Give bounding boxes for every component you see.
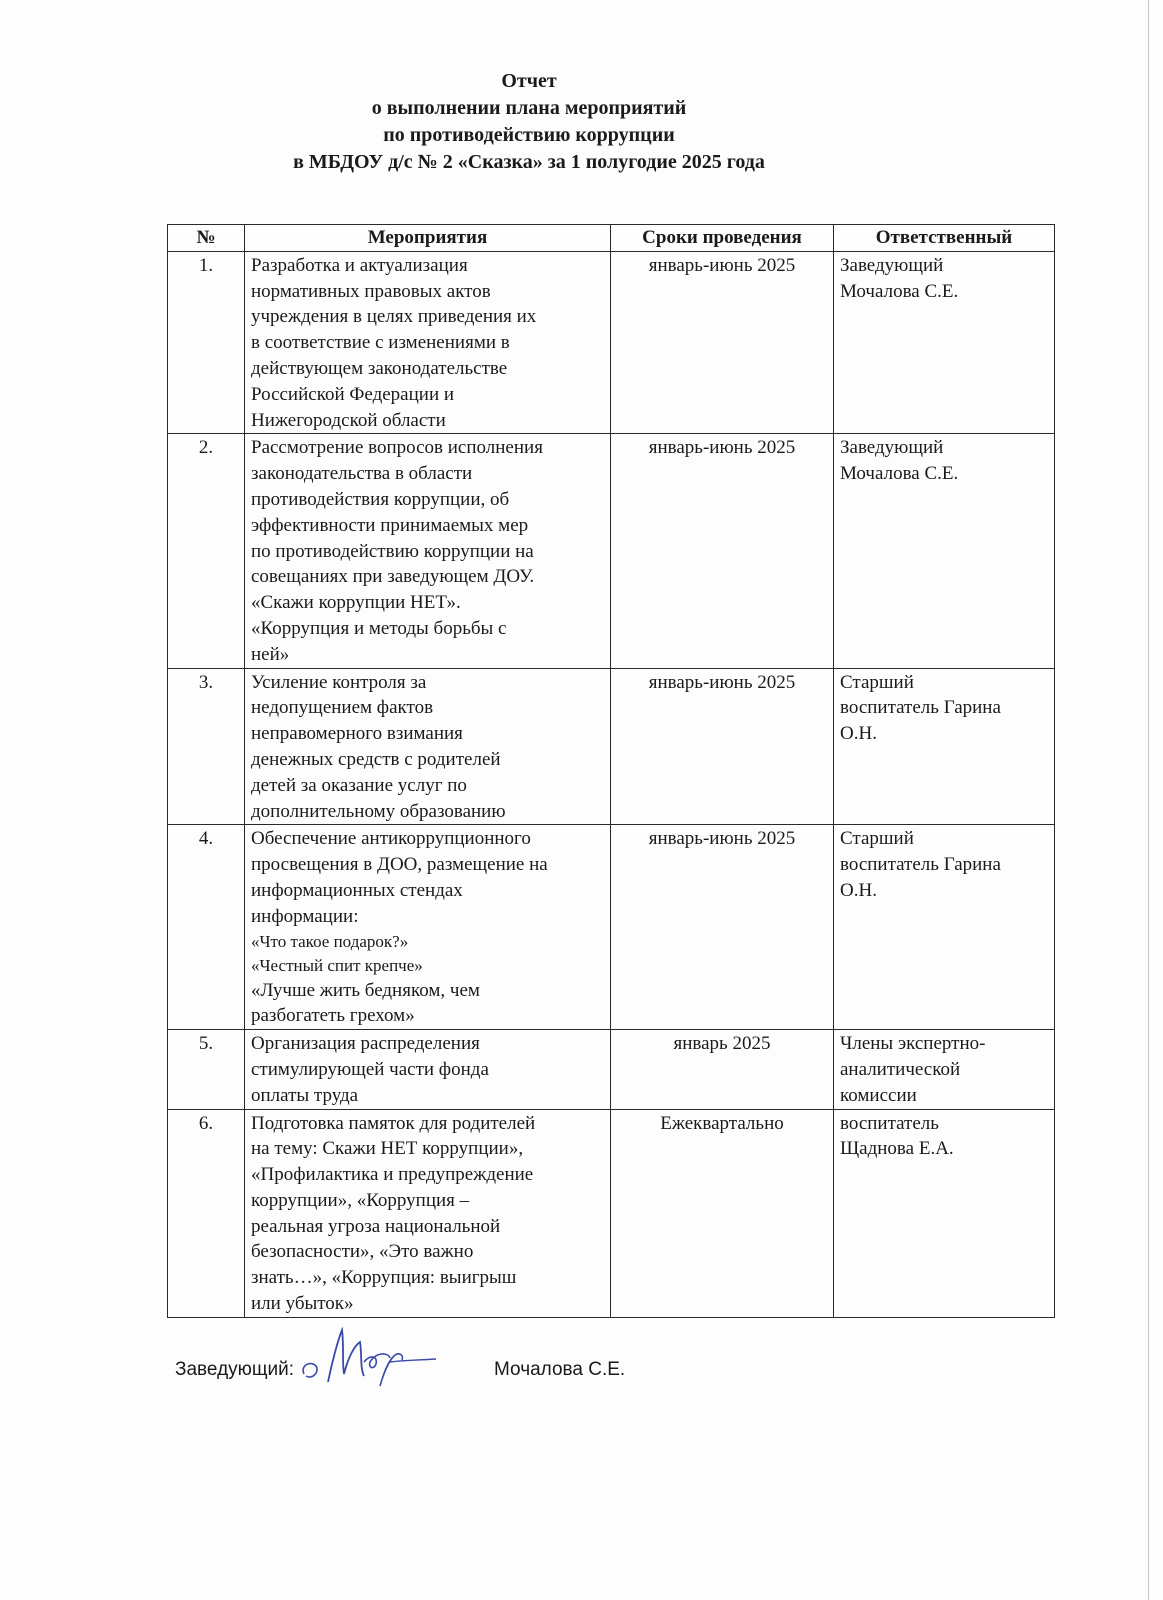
activity-line: информации: [251, 905, 359, 927]
activity-line: нормативных правовых актов [251, 280, 491, 302]
activity-line: «Честный спит крепче» [251, 955, 423, 975]
table-row [168, 251, 1055, 434]
activity-line: «Коррупция и методы борьбы с [251, 617, 507, 639]
table-body [168, 251, 1055, 1317]
title-line-2: о выполнении плана мероприятий [371, 97, 687, 119]
responsible-line: Старший [840, 671, 914, 693]
responsible-line: О.Н. [840, 879, 877, 901]
responsible-line: Старший [840, 828, 914, 850]
responsible-cell [834, 1030, 1055, 1109]
responsible-cell [834, 434, 1055, 668]
responsible-line: аналитической [840, 1058, 961, 1080]
activity-line: Усиление контроля за [251, 671, 427, 693]
activity-line: Подготовка памяток для родителей [251, 1112, 536, 1134]
responsible-line: воспитатель Гарина [840, 854, 1001, 876]
responsible-line: О.Н. [840, 723, 877, 745]
dates-cell: Ежеквартально [611, 1109, 834, 1317]
table-row [168, 434, 1055, 668]
activity-line: безопасности», «Это важно [251, 1241, 474, 1263]
dates-cell: январь-июнь 2025 [611, 825, 834, 1030]
activity-line: по противодействию коррупции на [251, 540, 534, 562]
signature-name: Мочалова С.Е. [494, 1359, 626, 1380]
activity-cell [245, 668, 611, 825]
dates-cell: январь-июнь 2025 [611, 434, 834, 668]
table-header-row [168, 225, 1055, 252]
activity-line: эффективности принимаемых мер [251, 514, 529, 536]
activity-line: денежных средств с родителей [251, 748, 501, 770]
activity-line: оплаты труда [251, 1084, 359, 1106]
row-number: 5. [168, 1030, 245, 1109]
activity-line: или убыток» [251, 1293, 354, 1315]
activity-line: «Что такое подарок?» [251, 931, 409, 951]
responsible-cell [834, 668, 1055, 825]
activity-line: Обеспечение антикоррупционного [251, 828, 531, 850]
activity-line: недопущением фактов [251, 697, 434, 719]
row-number: 3. [168, 668, 245, 825]
scan-edge-line [1148, 0, 1149, 1600]
header-responsible: Ответственный [834, 225, 1055, 252]
activities-table [167, 224, 1055, 1318]
activity-line: действующем законодательстве [251, 357, 508, 379]
title-line-4: в МБДОУ д/с № 2 «Сказка» за 1 полугодие 2025 года [293, 151, 765, 173]
activity-cell [245, 825, 611, 1030]
signature-position: Заведующий: [175, 1359, 295, 1380]
responsible-cell [834, 251, 1055, 434]
activity-line: детей за оказание услуг по [251, 774, 467, 796]
activity-line: учреждения в целях приведения их [251, 306, 537, 328]
signature-image [298, 1322, 438, 1392]
activity-line: «Скажи коррупции НЕТ». [251, 592, 461, 614]
header-activity: Мероприятия [245, 225, 611, 252]
responsible-line: комиссии [840, 1084, 917, 1106]
header-dates: Сроки проведения [611, 225, 834, 252]
row-number: 1. [168, 251, 245, 434]
activity-line: просвещения в ДОО, размещение на [251, 854, 548, 876]
table-row [168, 1109, 1055, 1317]
responsible-line: Члены экспертно- [840, 1033, 986, 1055]
activity-line: противодействия коррупции, об [251, 488, 510, 510]
row-number: 6. [168, 1109, 245, 1317]
responsible-line: Мочалова С.Е. [840, 280, 959, 302]
activity-line: знать…», «Коррупция: выигрыш [251, 1267, 517, 1289]
row-number: 4. [168, 825, 245, 1030]
activity-cell [245, 1030, 611, 1109]
activity-cell [245, 251, 611, 434]
document-title [0, 68, 1058, 176]
activity-line: реальная угроза национальной [251, 1215, 501, 1237]
activity-line: стимулирующей части фонда [251, 1058, 489, 1080]
responsible-cell [834, 825, 1055, 1030]
activity-line: совещаниях при заведующем ДОУ. [251, 566, 535, 588]
activity-line: Организация распределения [251, 1033, 480, 1055]
activity-line: разбогатеть грехом» [251, 1005, 415, 1027]
activity-line: на тему: Скажи НЕТ коррупции», [251, 1138, 524, 1160]
activity-line: в соответствие с изменениями в [251, 332, 510, 354]
activity-line: «Профилактика и предупреждение [251, 1164, 534, 1186]
table-row [168, 668, 1055, 825]
responsible-line: Заведующий [840, 437, 944, 459]
dates-cell: январь-июнь 2025 [611, 668, 834, 825]
activity-line: «Лучше жить бедняком, чем [251, 979, 480, 1001]
title-line-3: по противодействию коррупции [383, 124, 675, 146]
activity-line: Российской Федерации и [251, 383, 455, 405]
responsible-line: воспитатель Гарина [840, 697, 1001, 719]
responsible-cell [834, 1109, 1055, 1317]
activity-cell [245, 1109, 611, 1317]
activity-line: законодательства в области [251, 463, 473, 485]
title-line-1: Отчет [501, 70, 557, 92]
table-row [168, 825, 1055, 1030]
activity-line: ней» [251, 643, 290, 665]
activity-line: коррупции», «Коррупция – [251, 1189, 470, 1211]
activity-line: информационных стендах [251, 879, 463, 901]
dates-cell: январь-июнь 2025 [611, 251, 834, 434]
responsible-line: Щаднова Е.А. [840, 1138, 954, 1160]
table-row [168, 1030, 1055, 1109]
activity-line: дополнительному образованию [251, 800, 506, 822]
header-num: № [168, 225, 245, 252]
responsible-line: воспитатель [840, 1112, 939, 1134]
activity-line: Нижегородской области [251, 409, 446, 431]
activity-cell [245, 434, 611, 668]
activity-line: Разработка и актуализация [251, 254, 468, 276]
dates-cell: январь 2025 [611, 1030, 834, 1109]
activity-line: Рассмотрение вопросов исполнения [251, 437, 543, 459]
responsible-line: Мочалова С.Е. [840, 463, 959, 485]
responsible-line: Заведующий [840, 254, 944, 276]
row-number: 2. [168, 434, 245, 668]
activity-line: неправомерного взимания [251, 723, 463, 745]
